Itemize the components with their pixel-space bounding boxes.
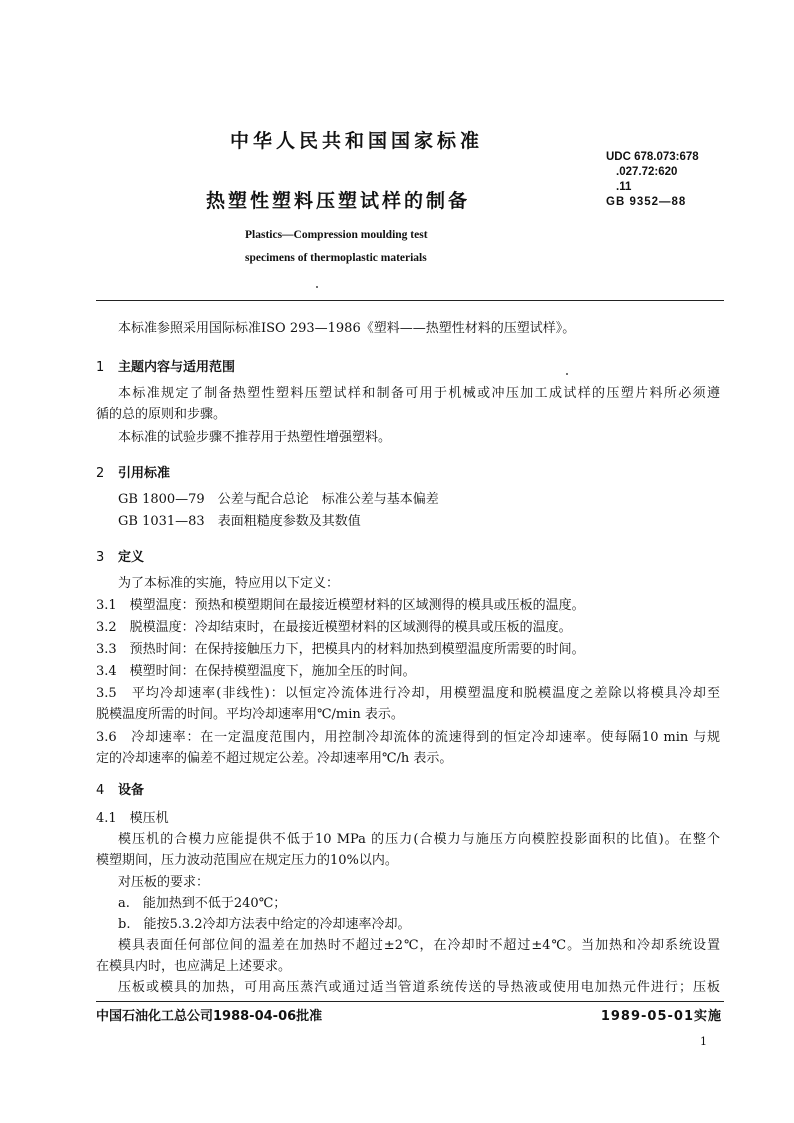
definition-3-6-line-1: 3.6 冷却速率：在一定温度范围内，用控制冷却流体的流速得到的恒定冷却速率。使每隔10 min 与规 [96, 730, 720, 745]
section-2-heading [96, 462, 170, 481]
definitions-lead: 为了本标准的实施，特应用以下定义： [118, 576, 340, 591]
reference-gb1800: GB 1800—79 公差与配合总论 标准公差与基本偏差 [118, 492, 439, 507]
scan-speck [566, 373, 568, 375]
section-1-number: 1 [96, 360, 105, 375]
header-divider [96, 300, 724, 301]
gb-number: GB 9352—88 [606, 196, 687, 208]
intro-paragraph: 本标准参照采用国际标准ISO 293—1986《塑料——热塑性材料的压塑试样》。 [118, 321, 576, 336]
scan-speck [316, 286, 318, 288]
udc-classification [606, 150, 699, 195]
section-2-title: 引用标准 [118, 466, 171, 481]
document-title: 热塑性塑料压塑试样的制备 [206, 190, 471, 212]
english-title-line-1: Plastics—Compression moulding test [245, 229, 428, 241]
section-4-title: 设备 [118, 783, 145, 798]
section-4-heading [96, 779, 144, 798]
section-1-paragraph-1-line-2: 循的总的原则和步骤。 [96, 407, 227, 422]
footer-divider [96, 1001, 724, 1002]
section-3-number: 3 [96, 550, 105, 565]
approval-statement: 中国石油化工总公司1988-04-06批准 [96, 1009, 323, 1024]
subsection-4-1: 4.1 模压机 [96, 811, 169, 826]
effective-date: 1989-05-01实施 [600, 1009, 722, 1024]
platen-requirements-lead: 对压板的要求： [118, 875, 210, 890]
definition-3-1: 3.1 模塑温度：预热和模塑期间在最接近模塑材料的区域测得的模具或压板的温度。 [96, 598, 585, 613]
page-number: 1 [700, 1035, 707, 1048]
section-1-heading [96, 356, 235, 375]
section-3-title: 定义 [118, 550, 145, 565]
section-2-number: 2 [96, 466, 105, 481]
udc-line-2: .027.72:620 [616, 166, 678, 178]
definition-3-5-line-2: 脱模温度所需的时间。平均冷却速率用℃/min 表示。 [96, 707, 404, 722]
section-4-paragraph-1-line-1: 模压机的合模力应能提供不低于10 MPa 的压力(合模力与施压方向模腔投影面积的比值)。在整个 [118, 832, 720, 847]
section-1-paragraph-1-line-1: 本标准规定了制备热塑性塑料压塑试样和制备可用于机械或冲压加工成试样的压塑片料所必须遵 [118, 386, 720, 401]
section-1-paragraph-2: 本标准的试验步骤不推荐用于热塑性增强塑料。 [118, 430, 392, 445]
section-4-number: 4 [96, 783, 105, 798]
udc-line-1: UDC 678.073:678 [606, 151, 699, 163]
definition-3-5-line-1: 3.5 平均冷却速率(非线性)：以恒定冷流体进行冷却，用模塑温度和脱模温度之差除以将模具冷却至 [96, 686, 720, 701]
definition-3-4: 3.4 模塑时间：在保持模塑温度下，施加全压的时间。 [96, 664, 416, 679]
section-4-paragraph-3-line-1: 模具表面任何部位间的温差在加热时不超过±2℃，在冷却时不超过±4℃。当加热和冷却系统设置 [118, 938, 720, 953]
platen-requirement-a: a. 能加热到不低于240℃； [118, 896, 287, 911]
section-4-paragraph-3-line-2: 在模具内时，也应满足上述要求。 [96, 959, 292, 974]
national-standard-title: 中华人民共和国国家标准 [230, 130, 484, 152]
reference-gb1031: GB 1031—83 表面粗糙度参数及其数值 [118, 514, 361, 529]
definition-3-2: 3.2 脱模温度：冷却结束时，在最接近模塑材料的区域测得的模具或压板的温度。 [96, 620, 572, 635]
english-title-line-2: specimens of thermoplastic materials [245, 252, 427, 264]
section-4-paragraph-4-line-1: 压板或模具的加热，可用高压蒸汽或通过适当管道系统传送的导热液或使用电加热元件进行；压板 [118, 980, 720, 995]
section-4-paragraph-1-line-2: 模塑期间，压力波动范围应在规定压力的10%以内。 [96, 853, 398, 868]
definition-3-3: 3.3 预热时间：在保持接触压力下，把模具内的材料加热到模塑温度所需要的时间。 [96, 642, 585, 657]
definition-3-6-line-2: 定的冷却速率的偏差不超过规定公差。冷却速率用℃/h 表示。 [96, 751, 453, 766]
platen-requirement-b: b. 能按5.3.2冷却方法表中给定的冷却速率冷却。 [118, 917, 411, 932]
section-1-title: 主题内容与适用范围 [118, 360, 236, 375]
udc-line-3: .11 [616, 181, 632, 193]
section-3-heading [96, 546, 144, 565]
